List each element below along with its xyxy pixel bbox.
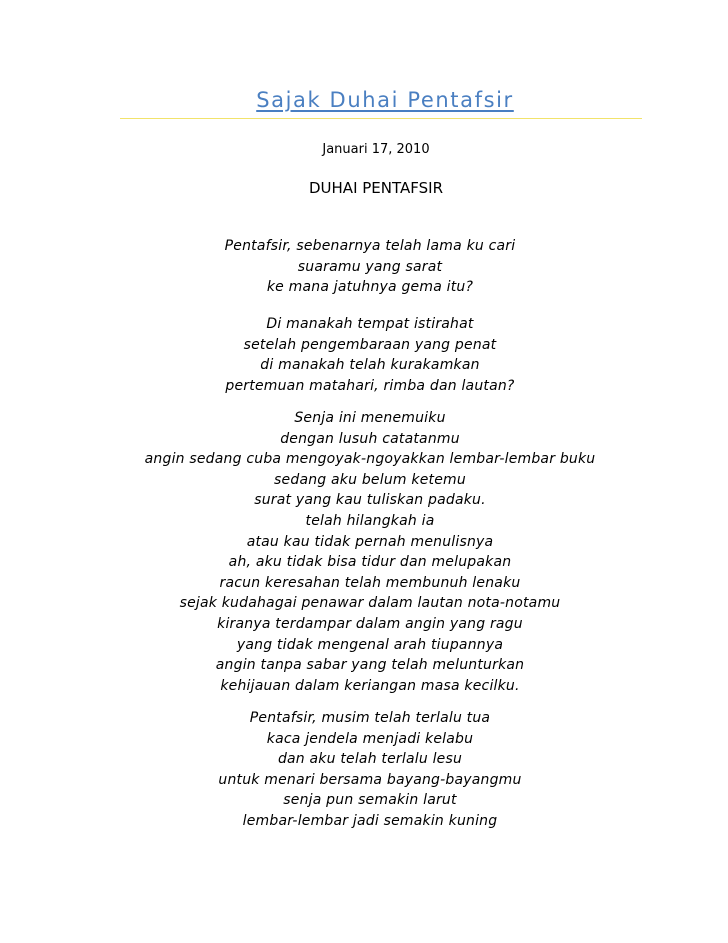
- poem-line: setelah pengembaraan yang penat: [243, 336, 497, 353]
- post-date: Januari 17, 2010: [322, 142, 430, 157]
- poem-line: di manakah telah kurakamkan: [260, 357, 480, 374]
- poem-line: Pentafsir, sebenarnya telah lama ku cari: [224, 238, 516, 254]
- poem-line: untuk menari bersama bayang-bayangmu: [218, 771, 522, 788]
- poem-line: suaramu yang sarat: [297, 258, 443, 275]
- poem-line: kehijauan dalam keriangan masa kecilku.: [220, 677, 520, 694]
- poem-line: sedang aku belum ketemu: [274, 471, 466, 488]
- poem-stanza-1: [0, 236, 728, 298]
- poem-line: sejak kudahagai penawar dalam lautan nota-notamu: [179, 595, 561, 612]
- poem-line: racun keresahan telah membunuh lenaku: [219, 574, 521, 591]
- poem-line: kaca jendela menjadi kelabu: [266, 730, 474, 747]
- poem-heading: DUHAI PENTAFSIR: [309, 179, 443, 197]
- poem-stanza-3: [0, 408, 728, 696]
- poem-line: Di manakah tempat istirahat: [266, 316, 474, 332]
- poem-line: ah, aku tidak bisa tidur dan melupakan: [228, 554, 512, 571]
- poem-line: ke mana jatuhnya gema itu?: [266, 279, 474, 296]
- poem-line: yang tidak mengenal arah tiupannya: [236, 636, 504, 653]
- poem-line: surat yang kau tuliskan padaku.: [254, 492, 486, 509]
- poem-line: angin sedang cuba mengoyak-ngoyakkan lembar-lembar buku: [144, 451, 596, 468]
- poem-line: Pentafsir, musim telah terlalu tua: [249, 710, 491, 726]
- poem-line: telah hilangkah ia: [305, 512, 435, 529]
- poem-line: Senja ini menemuiku: [294, 410, 446, 426]
- poem-line: angin tanpa sabar yang telah melunturkan: [215, 657, 525, 674]
- poem-stanza-4: [0, 708, 728, 832]
- poem-line: pertemuan matahari, rimba dan lautan?: [225, 377, 515, 394]
- poem-line: dengan lusuh catatanmu: [280, 430, 460, 447]
- poem-line: dan aku telah terlalu lesu: [277, 751, 463, 768]
- poem-line: kiranya terdampar dalam angin yang ragu: [217, 615, 523, 632]
- title-divider: [120, 118, 642, 119]
- poem-line: senja pun semakin larut: [283, 792, 457, 809]
- poem-line: lembar-lembar jadi semakin kuning: [242, 812, 498, 829]
- poem-stanza-2: [0, 314, 728, 396]
- poem-line: atau kau tidak pernah menulisnya: [246, 533, 494, 550]
- document-title: Sajak Duhai Pentafsir: [256, 88, 514, 112]
